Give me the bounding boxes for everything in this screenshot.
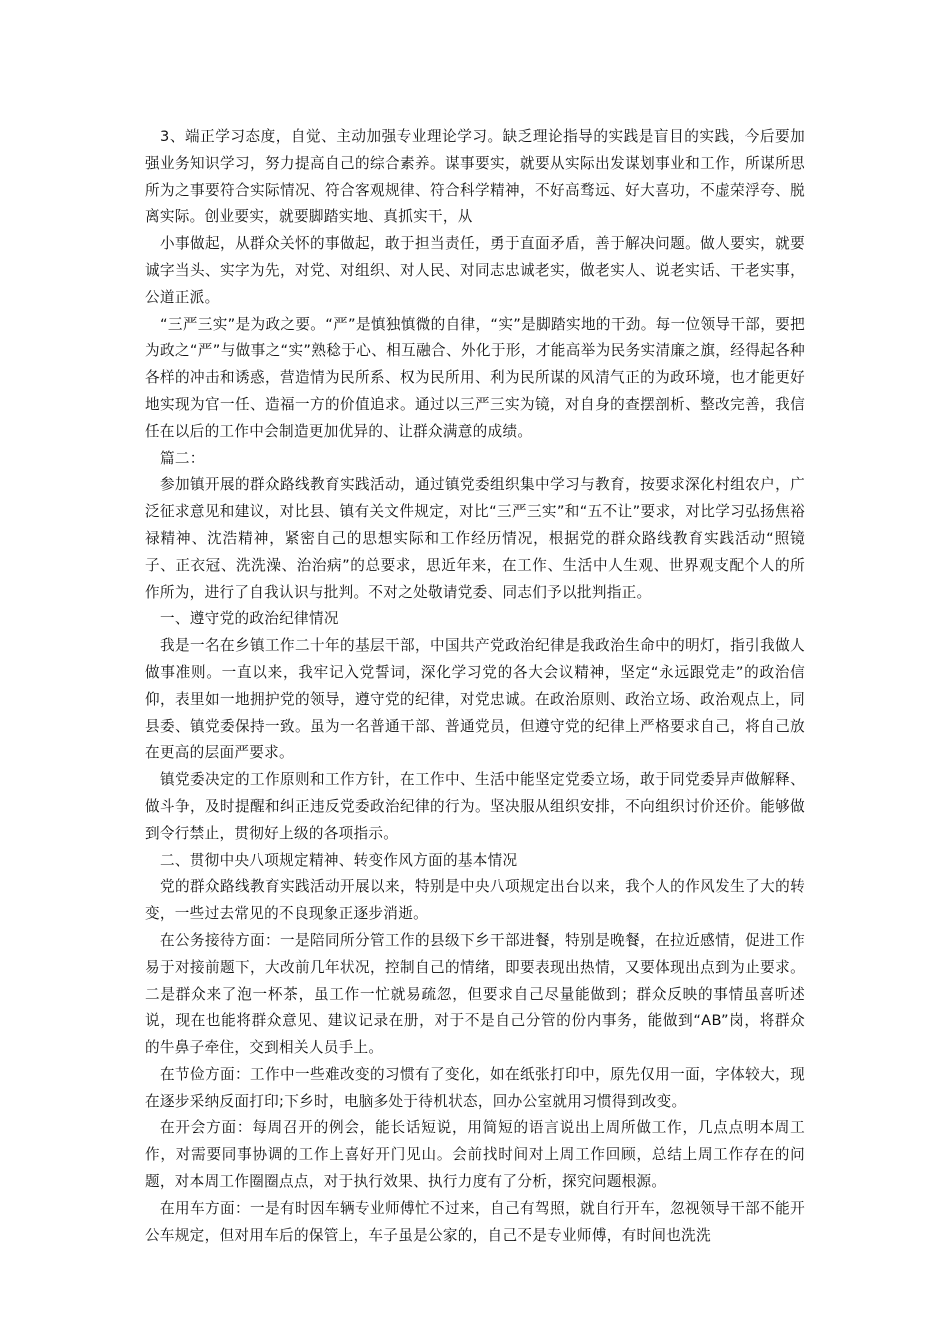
paragraph-party-committee: 镇党委决定的工作原则和工作方针，在工作中、生活中能坚定党委立场，敢于同党委异声做解释、做斗争，及时提醒和纠正违反党委政治纪律的行为。坚决服从组织安排，不向组织讨价还价。能够做到令行禁止，贯彻好上级的各项指示。: [145, 771, 805, 842]
heading-eight-rules: 二、贯彻中央八项规定精神、转变作风方面的基本情况: [160, 851, 518, 869]
paragraph-grassroots-cadre: 我是一名在乡镇工作二十年的基层干部，中国共产党政治纪律是我政治生命中的明灯，指引我做人做事准则。一直以来，我牢记入党誓词，深化学习党的各大会议精神，坚定“永远跟党走”的政治信仰，表里如一地拥护党的领导，遵守党的纪律，对党忠诚。在政治原则、政治立场、政治观点上，同县委、镇党委保持一致。虽为一名普通干部、普通党员，但遵守党的纪律上严格要求自己，将自己放在更高的层面严要求。: [145, 637, 805, 762]
paragraph-practical: 小事做起，从群众关怀的事做起，敢于担当责任，勇于直面矛盾，善于解决问题。做人要实，就要诚字当头、实字为先，对党、对组织、对人民、对同志忠诚老实，做老实人、说老实话、干老实事，公道正派。: [145, 235, 805, 306]
paragraph-vehicles: 在用车方面：一是有时因车辆专业师傅忙不过来，自己有驾照，就自行开车，忽视领导干部不能开公车规定，但对用车后的保管上，车子虽是公家的，自己不是专业师傅，有时间也洗洗: [145, 1199, 805, 1244]
document-body: [145, 124, 805, 1249]
paragraph-style-change: 党的群众路线教育实践活动开展以来，特别是中央八项规定出台以来，我个人的作风发生了大的转变，一些过去常见的不良现象正逐步消逝。: [145, 878, 805, 923]
paragraph-intro-part-two: 参加镇开展的群众路线教育实践活动，通过镇党委组织集中学习与教育，按要求深化村组农户，广泛征求意见和建议，对比县、镇有关文件规定，对比“三严三实”和“五不让”要求，对比学习弘扬焦裕禄精神、沈浩精神，紧密自己的思想实际和工作经历情况，根据党的群众路线教育实践活动“照镜子、正衣冠、洗洗澡、治治病”的总要求，思近年来，在工作、生活中人生观、世界观支配个人的所作所为，进行了自我认识与批判。不对之处敬请党委、同志们予以批判指正。: [145, 476, 805, 601]
paragraph-frugality: 在节俭方面：工作中一些难改变的习惯有了变化，如在纸张打印中，原先仅用一面，字体较大，现在逐步采纳反面打印;下乡时，电脑多处于待机状态，回办公室就用习惯得到改变。: [145, 1065, 805, 1110]
heading-political-discipline: 一、遵守党的政治纪律情况: [160, 610, 339, 628]
paragraph-reception: 在公务接待方面：一是陪同所分管工作的县级下乡干部进餐，特别是晚餐，在拉近感情，促进工作易于对接前题下，大改前几年状况，控制自己的情绪，即要表现出热情，又要体现出点到为止要求。二是群众来了泡一杯茶，虽工作一忙就易疏忽，但要求自己尽量能做到；群众反映的事情虽喜听述说，现在也能将群众意见、建议记录在册，对于不是自己分管的份内事务，能做到“AB”岗，将群众的牛鼻子牵住，交到相关人员手上。: [145, 931, 805, 1057]
paragraph-meetings: 在开会方面：每周召开的例会，能长话短说，用简短的语言说出上周所做工作，几点点明本周工作，对需要同事协调的工作上喜好开门见山。会前找时间对上周工作回顾，总结上周工作存在的问题，对本周工作圈圈点点，对于执行效果、执行力度有了分析，探究问题根源。: [145, 1119, 805, 1191]
section-heading-part-two: 篇二：: [160, 449, 205, 467]
paragraph-three-strict: “三严三实”是为政之要。“严”是慎独慎微的自律，“实”是脚踏实地的干劲。每一位领导干部，要把为政之“严”与做事之“实”熟稔于心、相互融合、外化于形，才能高举为民务实清廉之旗，经得起各种各样的冲击和诱惑，营造情为民所系、权为民所用、利为民所谋的风清气正的为政环境，也才能更好地实现为官一任、造福一方的价值追求。通过以三严三实为镜，对自身的查摆剖析、整改完善，我信任在以后的工作中会制造更加优异的、让群众满意的成绩。: [145, 315, 805, 440]
paragraph-attitude: 3、端正学习态度，自觉、主动加强专业理论学习。缺乏理论指导的实践是盲目的实践，今后要加强业务知识学习，努力提高自己的综合素养。谋事要实，就要从实际出发谋划事业和工作，所谋所思所为之事要符合实际情况、符合客观规律、符合科学精神，不好高骛远、好大喜功，不虚荣浮夸、脱离实际。创业要实，就要脚踏实地、真抓实干，从: [145, 128, 805, 226]
